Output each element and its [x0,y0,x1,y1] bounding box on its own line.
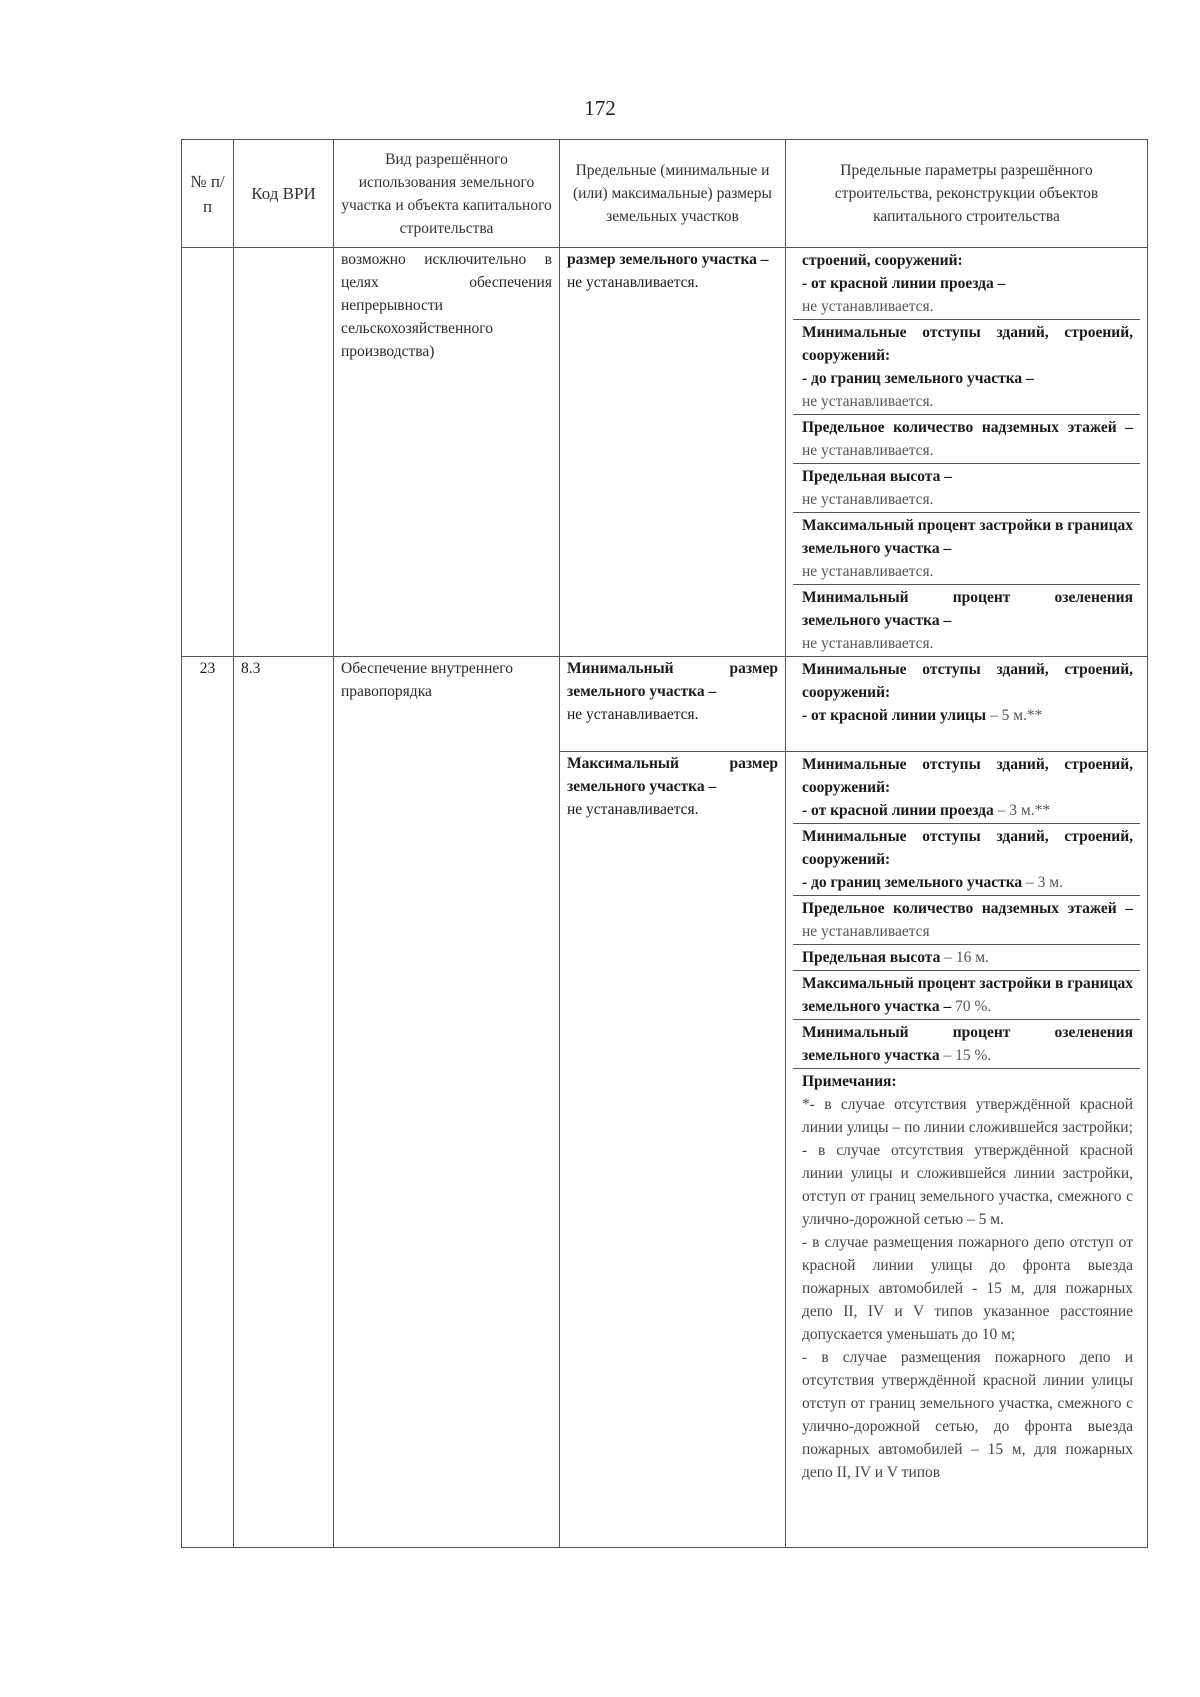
param-value: не устанавливается. [802,393,934,410]
max-size-label: Максимальный размер земельного участка – [567,755,778,795]
param-value: – 3 м. [1026,874,1063,891]
cell-vri-name: Обеспечение внутреннего правопорядка [334,657,560,1548]
param-sublabel: - от красной линии проезда – [802,275,1006,292]
param-label: Минимальные отступы зданий, строений, сооружений: [802,661,1133,701]
cell-num-empty [182,248,234,657]
param-block [793,464,1140,513]
param-label: Минимальные отступы зданий, строений, сооружений: [802,756,1133,796]
param-label: Предельное количество надземных этажей – [802,900,1133,917]
zoning-regulations-table [181,139,1148,1548]
min-size-label: Минимальный размер земельного участка – [567,660,778,700]
param-block [793,1020,1140,1069]
param-block [793,248,1140,320]
notes-block [793,1069,1140,1485]
header-vri: Вид разрешённого использования земельного участка и объекта капитального строительства [334,140,560,248]
header-sizes: Предельные (минимальные и (или) максимальные) размеры земельных участков [560,140,786,248]
cell-vri-code: 8.3 [234,657,334,1548]
param-value: не устанавливается. [802,298,934,315]
param-block [793,320,1140,415]
cell-size [560,248,786,657]
max-size-value: не устанавливается. [567,801,699,818]
header-num: № п/п [182,140,234,248]
table-row-continued [182,248,1148,657]
param-label: Предельное количество надземных этажей – [802,419,1133,436]
cell-params [786,248,1148,657]
param-label: Минимальные отступы зданий, строений, сооружений: [802,828,1133,868]
size-label: размер земельного участка – [567,251,769,268]
note-item: - в случае размещения пожарного депо и отсутствия утверждённой красной линии улицы отступ от границ земельного участка, смежного с улично-дорожной сетью, до фронта выезда пожарных автомобилей – 15 м, для пожарных депо II, IV и V типов [802,1349,1133,1481]
cell-vri: возможно исключительно в целях обеспечения непрерывности сельскохозяйственного производства) [334,248,560,657]
param-value: не устанавливается. [802,442,934,459]
cell-params-max [786,752,1148,1548]
cell-row-number: 23 [182,657,234,1548]
param-block [793,971,1140,1020]
param-label: Предельная высота – [802,468,952,485]
param-block [793,896,1140,945]
cell-params-min [786,657,1148,752]
header-code: Код ВРИ [234,140,334,248]
notes-title: Примечания: [802,1073,897,1090]
param-label: строений, сооружений: [802,252,963,269]
param-block [793,415,1140,464]
param-block [793,585,1140,656]
param-block [793,657,1140,728]
param-block [793,824,1140,896]
cell-min-size [560,657,786,752]
param-value: не устанавливается [802,923,930,940]
cell-code-empty [234,248,334,657]
header-params: Предельные параметры разрешённого строительства, реконструкции объектов капитального строительства [786,140,1148,248]
param-label: Минимальные отступы зданий, строений, сооружений: [802,324,1133,364]
param-block [793,945,1140,971]
param-block [793,752,1140,824]
param-sublabel: - до границ земельного участка [802,874,1023,891]
page-number: 172 [584,96,616,120]
param-value: не устанавливается. [802,491,934,508]
note-item: *- в случае отсутствия утверждённой красной линии улицы – по линии сложившейся застройки; [802,1096,1133,1136]
param-sublabel: - от красной линии проезда [802,802,994,819]
param-value: – 3 м.** [997,802,1051,819]
size-value: не устанавливается. [567,274,699,291]
param-label: Максимальный процент застройки в границах земельного участка – [802,975,1133,1015]
table-header-row [182,140,1148,248]
note-item: - в случае отсутствия утверждённой красной линии улицы и сложившейся линии застройки, отступ от границ земельного участка, смежного с улично-дорожной сетью – 5 м. [802,1142,1133,1228]
param-value: – 16 м. [944,949,989,966]
param-label: Предельная высота [802,949,941,966]
param-label: Минимальный процент озеленения земельного участка – [802,589,1133,629]
param-value: – 5 м.** [989,707,1043,724]
param-value: 70 %. [955,998,992,1015]
param-value: не устанавливается. [802,563,934,580]
table-row-23 [182,657,1148,752]
param-label: Минимальный процент озеленения земельного участка [802,1024,1133,1064]
param-label: Максимальный процент застройки в границах земельного участка – [802,517,1133,557]
param-sublabel: - до границ земельного участка – [802,370,1034,387]
cell-max-size [560,752,786,1548]
param-sublabel: - от красной линии улицы [802,707,987,724]
min-size-value: не устанавливается. [567,706,699,723]
param-block [793,513,1140,585]
param-value: не устанавливается. [802,635,934,652]
note-item: - в случае размещения пожарного депо отступ от красной линии улицы до фронта выезда пожарных автомобилей - 15 м, для пожарных депо II, IV и V типов указанное расстояние допускается уменьшать до 10 м; [802,1234,1133,1343]
param-value: – 15 %. [943,1047,992,1064]
